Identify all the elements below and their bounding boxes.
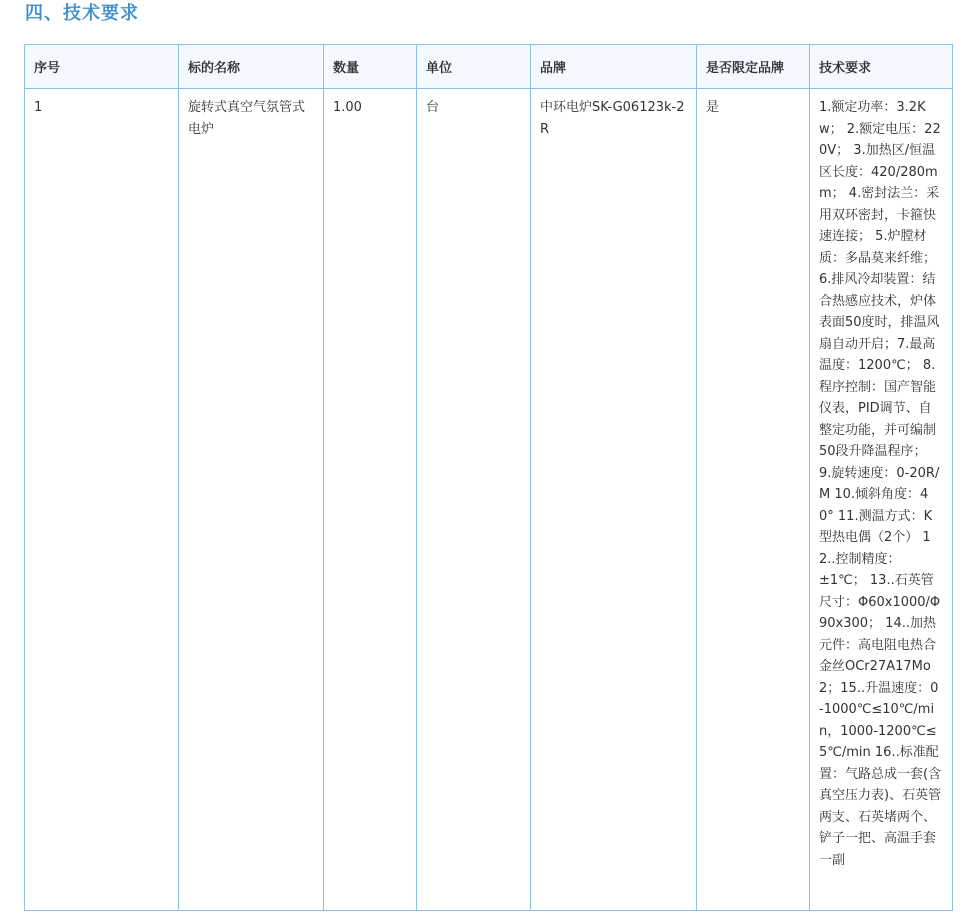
cell-requirements: 1.额定功率：3.2Kw； 2.额定电压：220V； 3.加热区/恒温区长度：420/280mm； 4.密封法兰：采用双环密封，卡箍快速连接； 5.炉膛材质：多晶莫来纤维； 6.排风冷却装置：结合热感应技术，炉体表面50度时，排温风扇自动开启；7.最高温度：1200℃； 8.程序控制：国产智能仪表，PID调节、自整定功能，并可编制50段升降温程序； 9.旋转速度：0-20R/M 10.倾斜角度：40° 11.测温方式：K型热电偶（2个） 12..控制精度：±1℃； 13..石英管尺寸：Φ60x1000/Φ90x300； 14..加热元件：高电阻电热合金丝OCr27A17Mo2；15..升温速度：0-1000℃≤10℃/min，1000-1200℃≤5℃/min 16..标准配置：气路总成一套(含真空压力表)、石英管两支、石英堵两个、铲子一把、高温手套一副 (810, 89, 953, 911)
cell-unit: 台 (417, 89, 531, 911)
header-quantity: 数量 (324, 45, 417, 89)
section-title: 四、技术要求 (25, 3, 139, 24)
header-name: 标的名称 (179, 45, 324, 89)
table-header-row (25, 45, 953, 89)
table-row (25, 89, 953, 911)
header-unit: 单位 (417, 45, 531, 89)
header-brand: 品牌 (531, 45, 697, 89)
technical-requirements-table (24, 44, 953, 911)
header-brand-limited: 是否限定品牌 (697, 45, 810, 89)
cell-index: 1 (25, 89, 179, 911)
cell-brand: 中环电炉SK-G06123k-2R (531, 89, 697, 911)
cell-name: 旋转式真空气氛管式电炉 (179, 89, 324, 911)
header-index: 序号 (25, 45, 179, 89)
cell-quantity: 1.00 (324, 89, 417, 911)
cell-brand-limited: 是 (697, 89, 810, 911)
header-requirements: 技术要求 (810, 45, 953, 89)
